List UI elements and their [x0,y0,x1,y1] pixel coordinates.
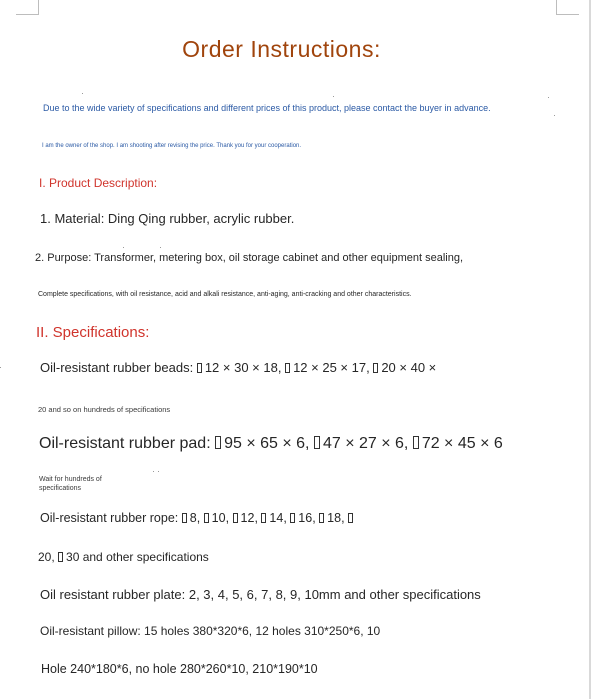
rope-spec-item: 12, [240,511,258,525]
pad-note-line: specifications [39,485,82,492]
scan-speck [0,367,1,368]
diameter-symbol-icon [215,436,221,449]
page-corner-mark-left [16,0,39,15]
scan-speck [554,115,555,116]
section-heading-product-description: I. Product Description: [39,176,158,190]
rope-spec-item: 18, [327,511,345,525]
purpose-line: 2. Purpose: Transformer, metering box, oil storage cabinet and other equipment sealing, [35,252,464,264]
beads-label: Oil-resistant rubber beads: [40,360,194,375]
page-title: Order Instructions: [182,36,381,62]
diameter-symbol-icon [233,513,238,523]
beads-spec-item: 12 × 25 × 17, [293,360,370,375]
pad-label: Oil-resistant rubber pad: [39,435,211,452]
diameter-symbol-icon [319,513,324,523]
scan-speck [153,471,154,472]
diameter-symbol-icon [314,436,320,449]
beads-note: 20 and so on hundreds of specifications [38,405,171,414]
diameter-symbol-icon [182,513,187,523]
diameter-symbol-icon [204,513,209,523]
pillow-spec-line: Oil-resistant pillow: 15 holes 380*320*6, 12 holes 310*250*6, 10 [40,624,381,638]
material-line: 1. Material: Ding Qing rubber, acrylic rubber. [40,211,295,226]
hole-spec-line: Hole 240*180*6, no hole 280*260*10, 210*190*10 [41,662,318,676]
diameter-symbol-icon [285,363,290,373]
scan-speck [82,93,83,94]
beads-spec-item: 20 × 40 × [381,360,437,375]
rope-spec-continuation [38,550,209,564]
rope-spec-item: 20, [38,550,55,564]
diameter-symbol-icon [348,513,353,523]
rope-spec-item: 10, [211,511,230,525]
scan-speck [158,471,159,472]
scan-speck [548,97,549,98]
beads-spec-line [40,360,436,375]
page-corner-mark-right [556,0,579,15]
pad-spec-item: 72 × 45 × 6 [421,435,503,452]
scan-speck [160,247,161,248]
diameter-symbol-icon [58,552,63,562]
plate-spec-line: Oil resistant rubber plate: 2, 3, 4, 5, 6, 7, 8, 9, 10mm and other specifications [40,587,481,602]
characteristics-line: Complete specifications, with oil resistance, acid and alkali resistance, anti-aging, anti-cracking and other characteristics. [38,291,412,298]
beads-spec-item: 12 × 30 × 18, [204,360,282,375]
rope-spec-item: 16, [298,511,316,525]
diameter-symbol-icon [413,436,419,449]
diameter-symbol-icon [261,513,266,523]
diameter-symbol-icon [290,513,295,523]
pad-spec-item: 47 × 27 × 6, [322,435,409,452]
diameter-symbol-icon [197,363,202,373]
diameter-symbol-icon [373,363,378,373]
scan-speck [333,96,334,97]
rope-spec-line [40,511,356,525]
section-heading-specifications: II. Specifications: [36,324,150,341]
scan-speck [123,247,124,248]
pad-note-line: Wait for hundreds of [39,476,102,483]
pad-spec-line [39,435,503,453]
pad-spec-item: 95 × 65 × 6, [224,435,310,452]
rope-spec-item: 8, [189,511,201,525]
rope-spec-item: 14, [269,511,287,525]
owner-note: I am the owner of the shop. I am shooting after revising the price. Thank you for your cooperation. [42,143,302,149]
rope-spec-rest: 30 and other specifications [66,550,209,564]
contact-notice: Due to the wide variety of specifications and different prices of this product, please contact the buyer in advance. [43,103,491,113]
pad-note [39,475,102,493]
rope-label: Oil-resistant rubber rope: [40,511,179,525]
